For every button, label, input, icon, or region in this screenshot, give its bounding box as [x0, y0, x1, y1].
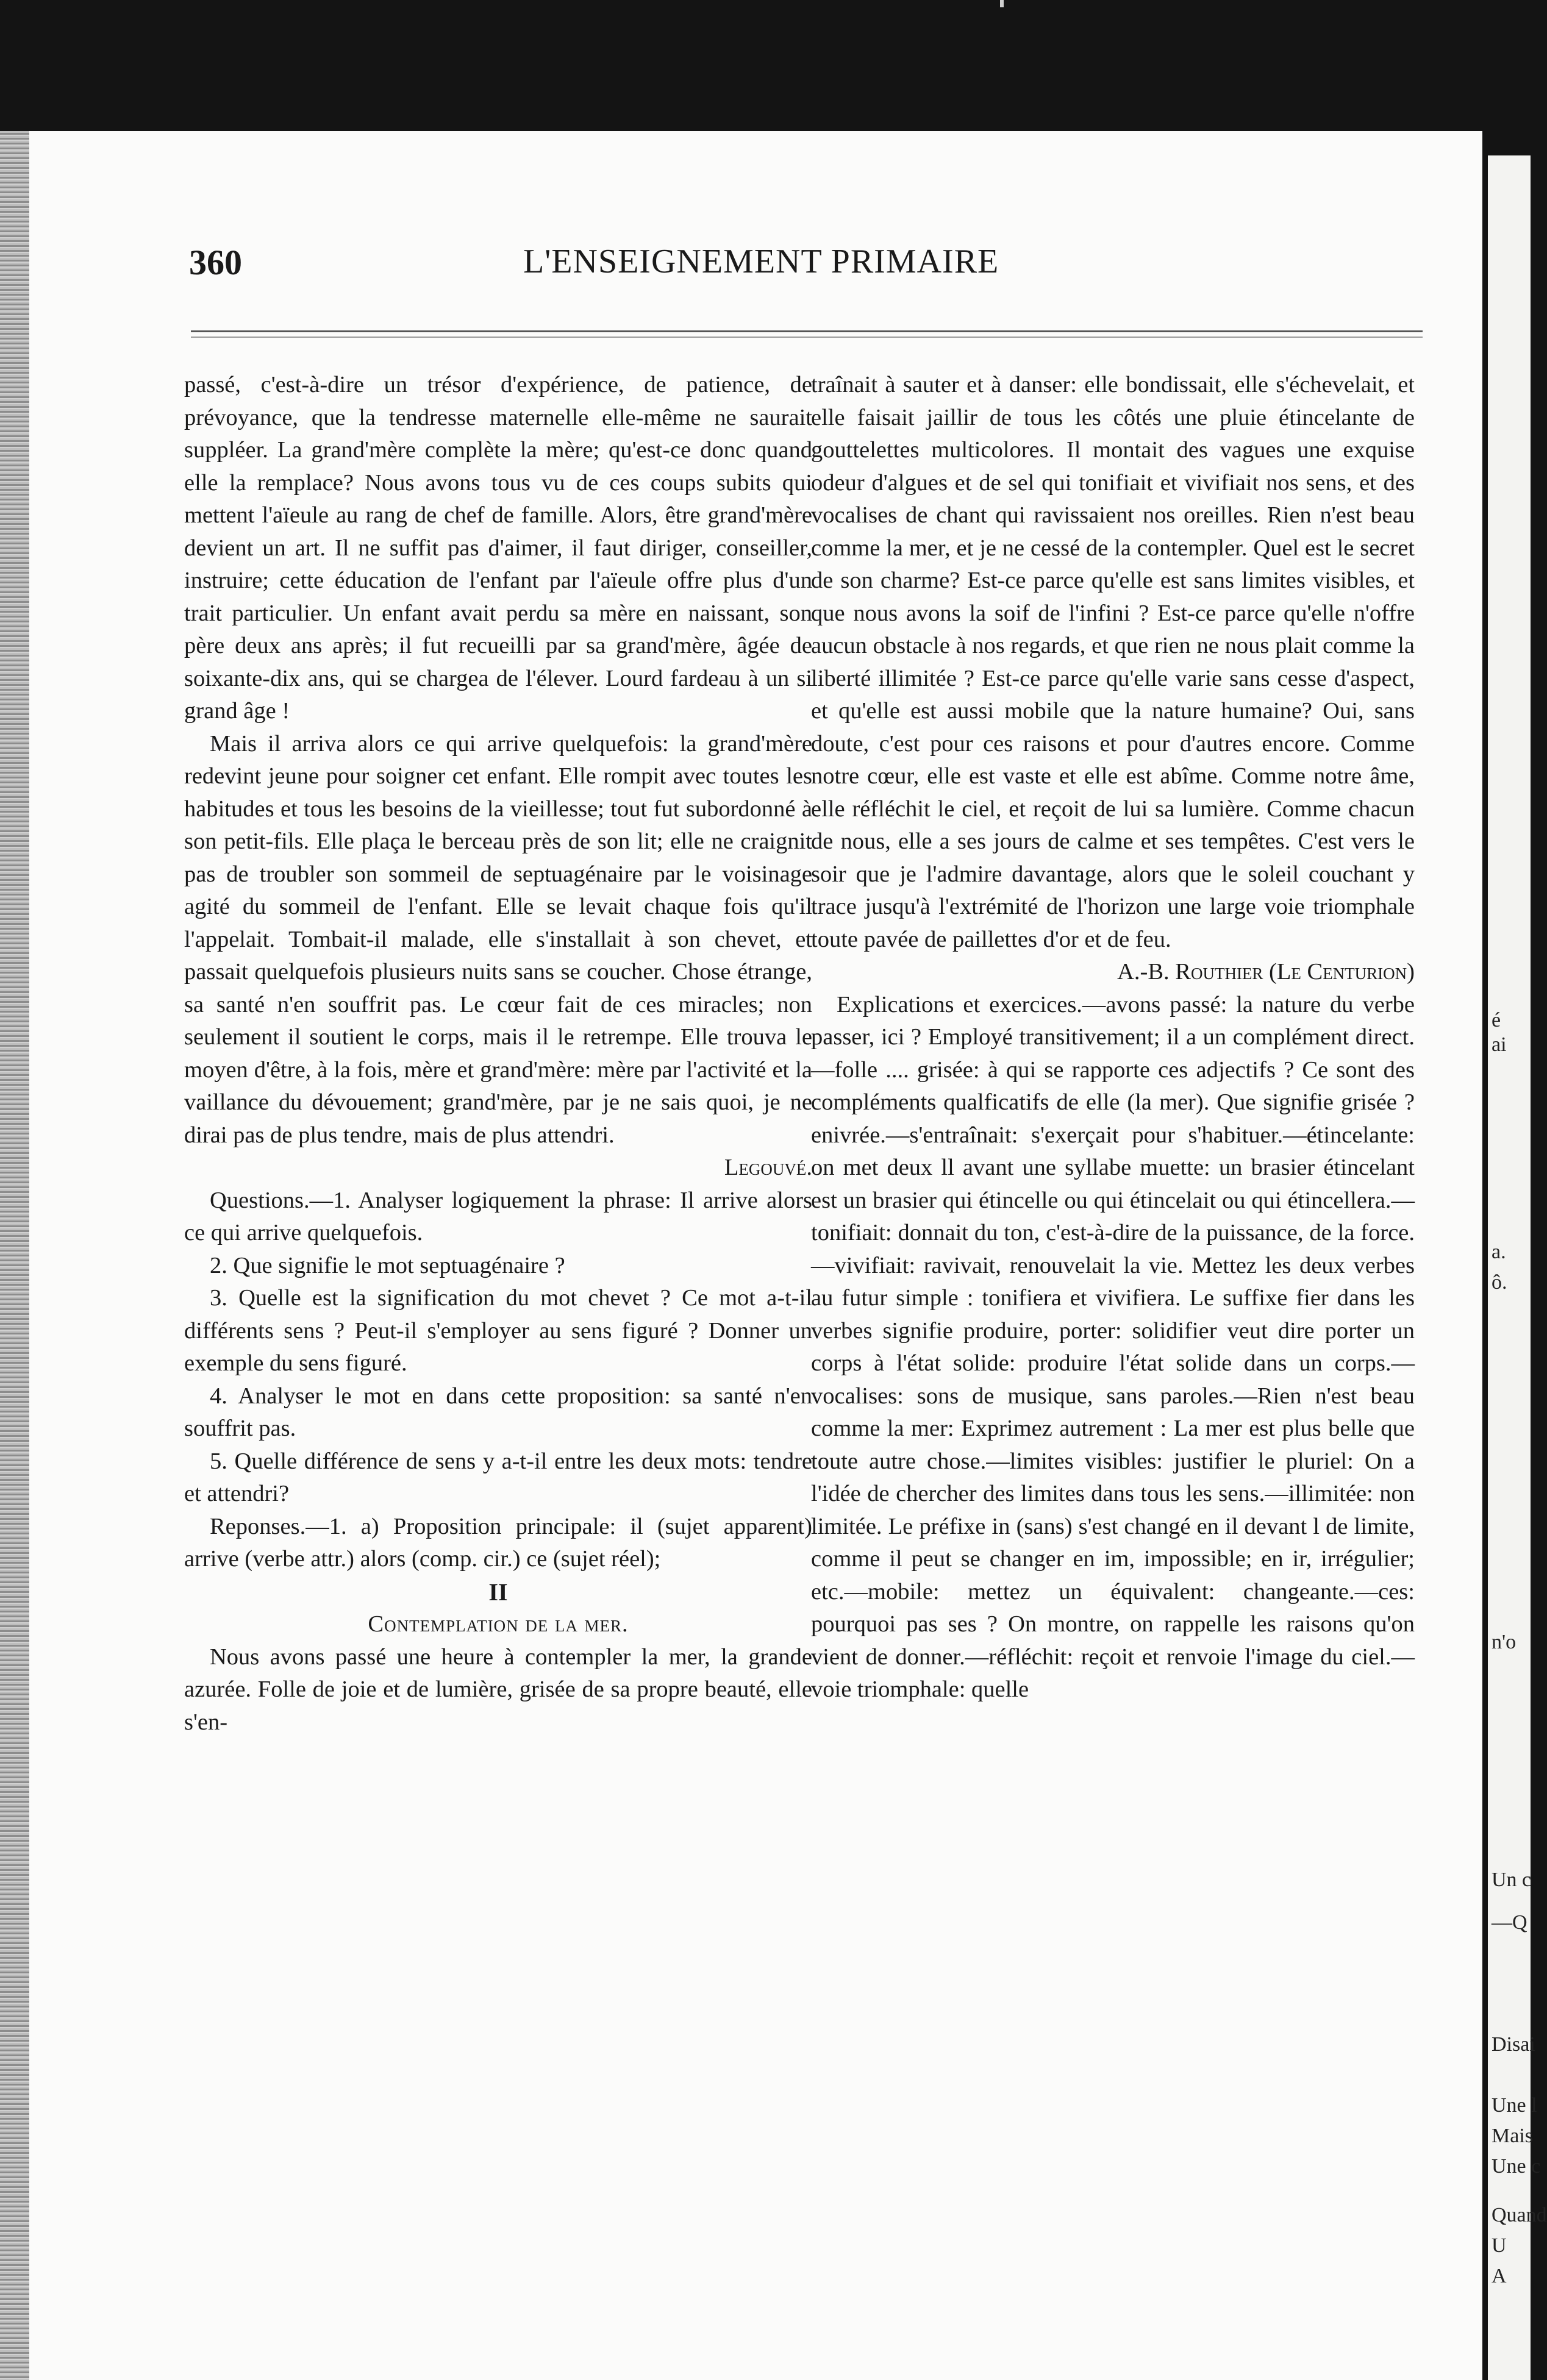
paragraph: Nous avons passé une heure à contempler la mer, la grande azurée. Folle de joie et de lumière, grisée de sa propre beauté, elle s'en- [184, 1644, 812, 1735]
running-head: L'ENSEIGNEMENT PRIMAIRE [523, 243, 999, 280]
adjacent-fragment: Une c [1492, 2155, 1541, 2178]
author-attribution: A.-B. Routhier (Le Centurion) [1117, 959, 1415, 985]
adjacent-fragment: ô. [1492, 1271, 1507, 1294]
scan-artifact [1000, 0, 1004, 7]
question-item: 4. Analyser le mot en dans cette proposition: sa santé n'en souffrit pas. [184, 1383, 812, 1441]
left-column [184, 369, 812, 2259]
paragraph: traînait à sauter et à danser: elle bondissait, elle s'échevelait, et elle faisait jaillir de tous les côtés une pluie étincelante de gouttelettes multicolores. Il montait des vagues une exquise odeur d'algues et de sel qui tonifiait et vivifiait nos sens, et des vocalises de chant qui ravissaient nos oreilles. Rien n'est beau comme la mer, et je ne cessé de la contempler. Quel est le secret de son charme? Est-ce parce qu'elle est sans limites visibles, et que nous avons la soif de l'infini ? Est-ce parce qu'elle n'offre aucun obstacle à nos regards, et que rien ne nous plait comme la liberté illimitée ? Est-ce parce qu'elle varie sans cesse d'aspect, et qu'elle est aussi mobile que la nature humaine? Oui, sans doute, c'est pour ces raisons et pour d'autres encore. Comme notre cœur, elle est vaste et elle est abîme. Comme notre âme, elle réfléchit le ciel, et reçoit de lui sa lumière. Comme chacun de nous, elle a ses jours de calme et ses tempêtes. C'est vers le soir que je l'admire davantage, alors que le soleil couchant y trace jusqu'à l'extrémité de l'horizon une large voie triomphale toute pavée de paillettes d'or et de feu. [811, 372, 1415, 952]
paragraph: Mais il arriva alors ce qui arrive quelquefois: la grand'mère redevint jeune pour soigner cet enfant. Elle rompit avec toutes les habitudes et tous les besoins de la vieillesse; tout fut subordonné à son petit-fils. Elle plaça le berceau près de son lit; elle ne craignit pas de troubler son sommeil de septuagénaire par le voisinage agité du sommeil de l'enfant. Elle se levait chaque fois qu'il l'appelait. Tombait-il malade, elle s'installait à son chevet, et passait quelquefois plusieurs nuits sans se coucher. Chose étrange, sa santé n'en souffrit pas. Le cœur fait de ces miracles; non seulement il soutient le corps, mais il le retrempe. Elle trouva le moyen d'être, à la fois, mère et grand'mère: mère par l'activité et la vaillance du dévouement; grand'mère, par je ne sais quoi, je ne dirai pas de plus tendre, mais de plus attendri. [184, 730, 812, 1148]
question-item: 5. Quelle différence de sens y a-t-il entre les deux mots: tendre et attendri? [184, 1448, 812, 1506]
right-column [811, 369, 1415, 2259]
header-rule-thin [191, 337, 1423, 338]
header-rule [191, 330, 1423, 332]
adjacent-fragment: Un c [1492, 1869, 1532, 1891]
book-page [29, 131, 1482, 2380]
book-binding-edge [0, 131, 29, 2380]
adjacent-fragment: U [1492, 2234, 1507, 2257]
adjacent-fragment: —Q [1492, 1911, 1527, 1934]
adjacent-fragment: Mais [1492, 2125, 1533, 2147]
explanations-paragraph: Explications et exercices.—avons passé: la nature du verbe passer, ici ? Employé transitivement; il a un complément direct.—folle .... grisée: à qui se rapporte ces adjectifs ? Ce sont des compléments qualficatifs de elle (la mer). Que signifie grisée ? enivrée.—s'entraînait: s'exerçait pour s'habituer.—étincelante: on met deux ll avant une syllabe muette: un brasier étincelant est un brasier qui étincelle ou qui étincelait ou qui étincellera.—tonifiait: donnait du ton, c'est-à-dire de la puissance, de la force.—vivifiait: ravivait, renouvelait la vie. Mettez les deux verbes au futur simple : tonifiera et vivifiera. Le suffixe fier dans les verbes signifie produire, porter: solidifier veut dire porter un corps à l'état solide: produire l'état solide dans un corps.—vocalises: sons de musique, sans paroles.—Rien n'est beau comme la mer: Exprimez autrement : La mer est plus belle que toute autre chose.—limites visibles: justifier le pluriel: On a l'idée de chercher des limites dans tous les sens.—illimitée: non limitée. Le préfixe in (sans) s'est changé en il devant l de limite, comme il peut se changer en im, impossible; en ir, irrégulier; etc.—mobile: mettez un équivalent: changeante.—ces: pourquoi pas ses ? On montre, on rappelle les raisons qu'on vient de donner.—réfléchit: reçoit et renvoie l'image du ciel.—voie triomphale: quelle [811, 991, 1415, 1702]
paragraph: passé, c'est-à-dire un trésor d'expérience, de patience, de prévoyance, que la tendresse maternelle elle-même ne saurait suppléer. La grand'mère complète la mère; qu'est-ce donc quand elle la remplace? Nous avons tous vu de ces coups subits qui mettent l'aïeule au rang de chef de famille. Alors, être grand'mère devient un art. Il ne suffit pas d'aimer, il faut diriger, conseiller, instruire; cette éducation de l'enfant par l'aïeule offre plus d'un trait particulier. Un enfant avait perdu sa mère en naissant, son père deux ans après; il fut recueilli par sa grand'mère, âgée de soixante-dix ans, qui se chargea de l'élever. Lourd fardeau à un si grand âge ! [184, 372, 812, 724]
question-item: Questions.—1. Analyser logiquement la phrase: Il arrive alors ce qui arrive quelquefois. [184, 1187, 812, 1245]
author-attribution: Legouvé. [724, 1155, 812, 1180]
page-number: 360 [189, 243, 242, 282]
adjacent-fragment: Disai [1492, 2033, 1535, 2056]
adjacent-fragment: Une l [1492, 2094, 1537, 2117]
adjacent-fragment: é [1492, 1009, 1501, 1031]
question-item: 2. Que signifie le mot septuagénaire ? [210, 1252, 565, 1278]
section-number: II [488, 1578, 508, 1606]
adjacent-fragment: A [1492, 2265, 1507, 2287]
answer-item: Reponses.—1. a) Proposition principale: il (sujet apparent) arrive (verbe attr.) alors (comp. cir.) ce (sujet réel); [184, 1513, 812, 1572]
adjacent-fragment: a. [1492, 1241, 1506, 1263]
adjacent-fragment: n'o [1492, 1631, 1517, 1653]
question-item: 3. Quelle est la signification du mot chevet ? Ce mot a-t-il différents sens ? Peut-il s'employer au sens figuré ? Donner un exemple du sens figuré. [184, 1285, 812, 1376]
section-title: Contemplation de la mer. [368, 1611, 629, 1637]
adjacent-fragment: ai [1492, 1033, 1507, 1056]
adjacent-page-edge [1488, 155, 1547, 2380]
adjacent-fragment: Quand [1492, 2204, 1547, 2226]
